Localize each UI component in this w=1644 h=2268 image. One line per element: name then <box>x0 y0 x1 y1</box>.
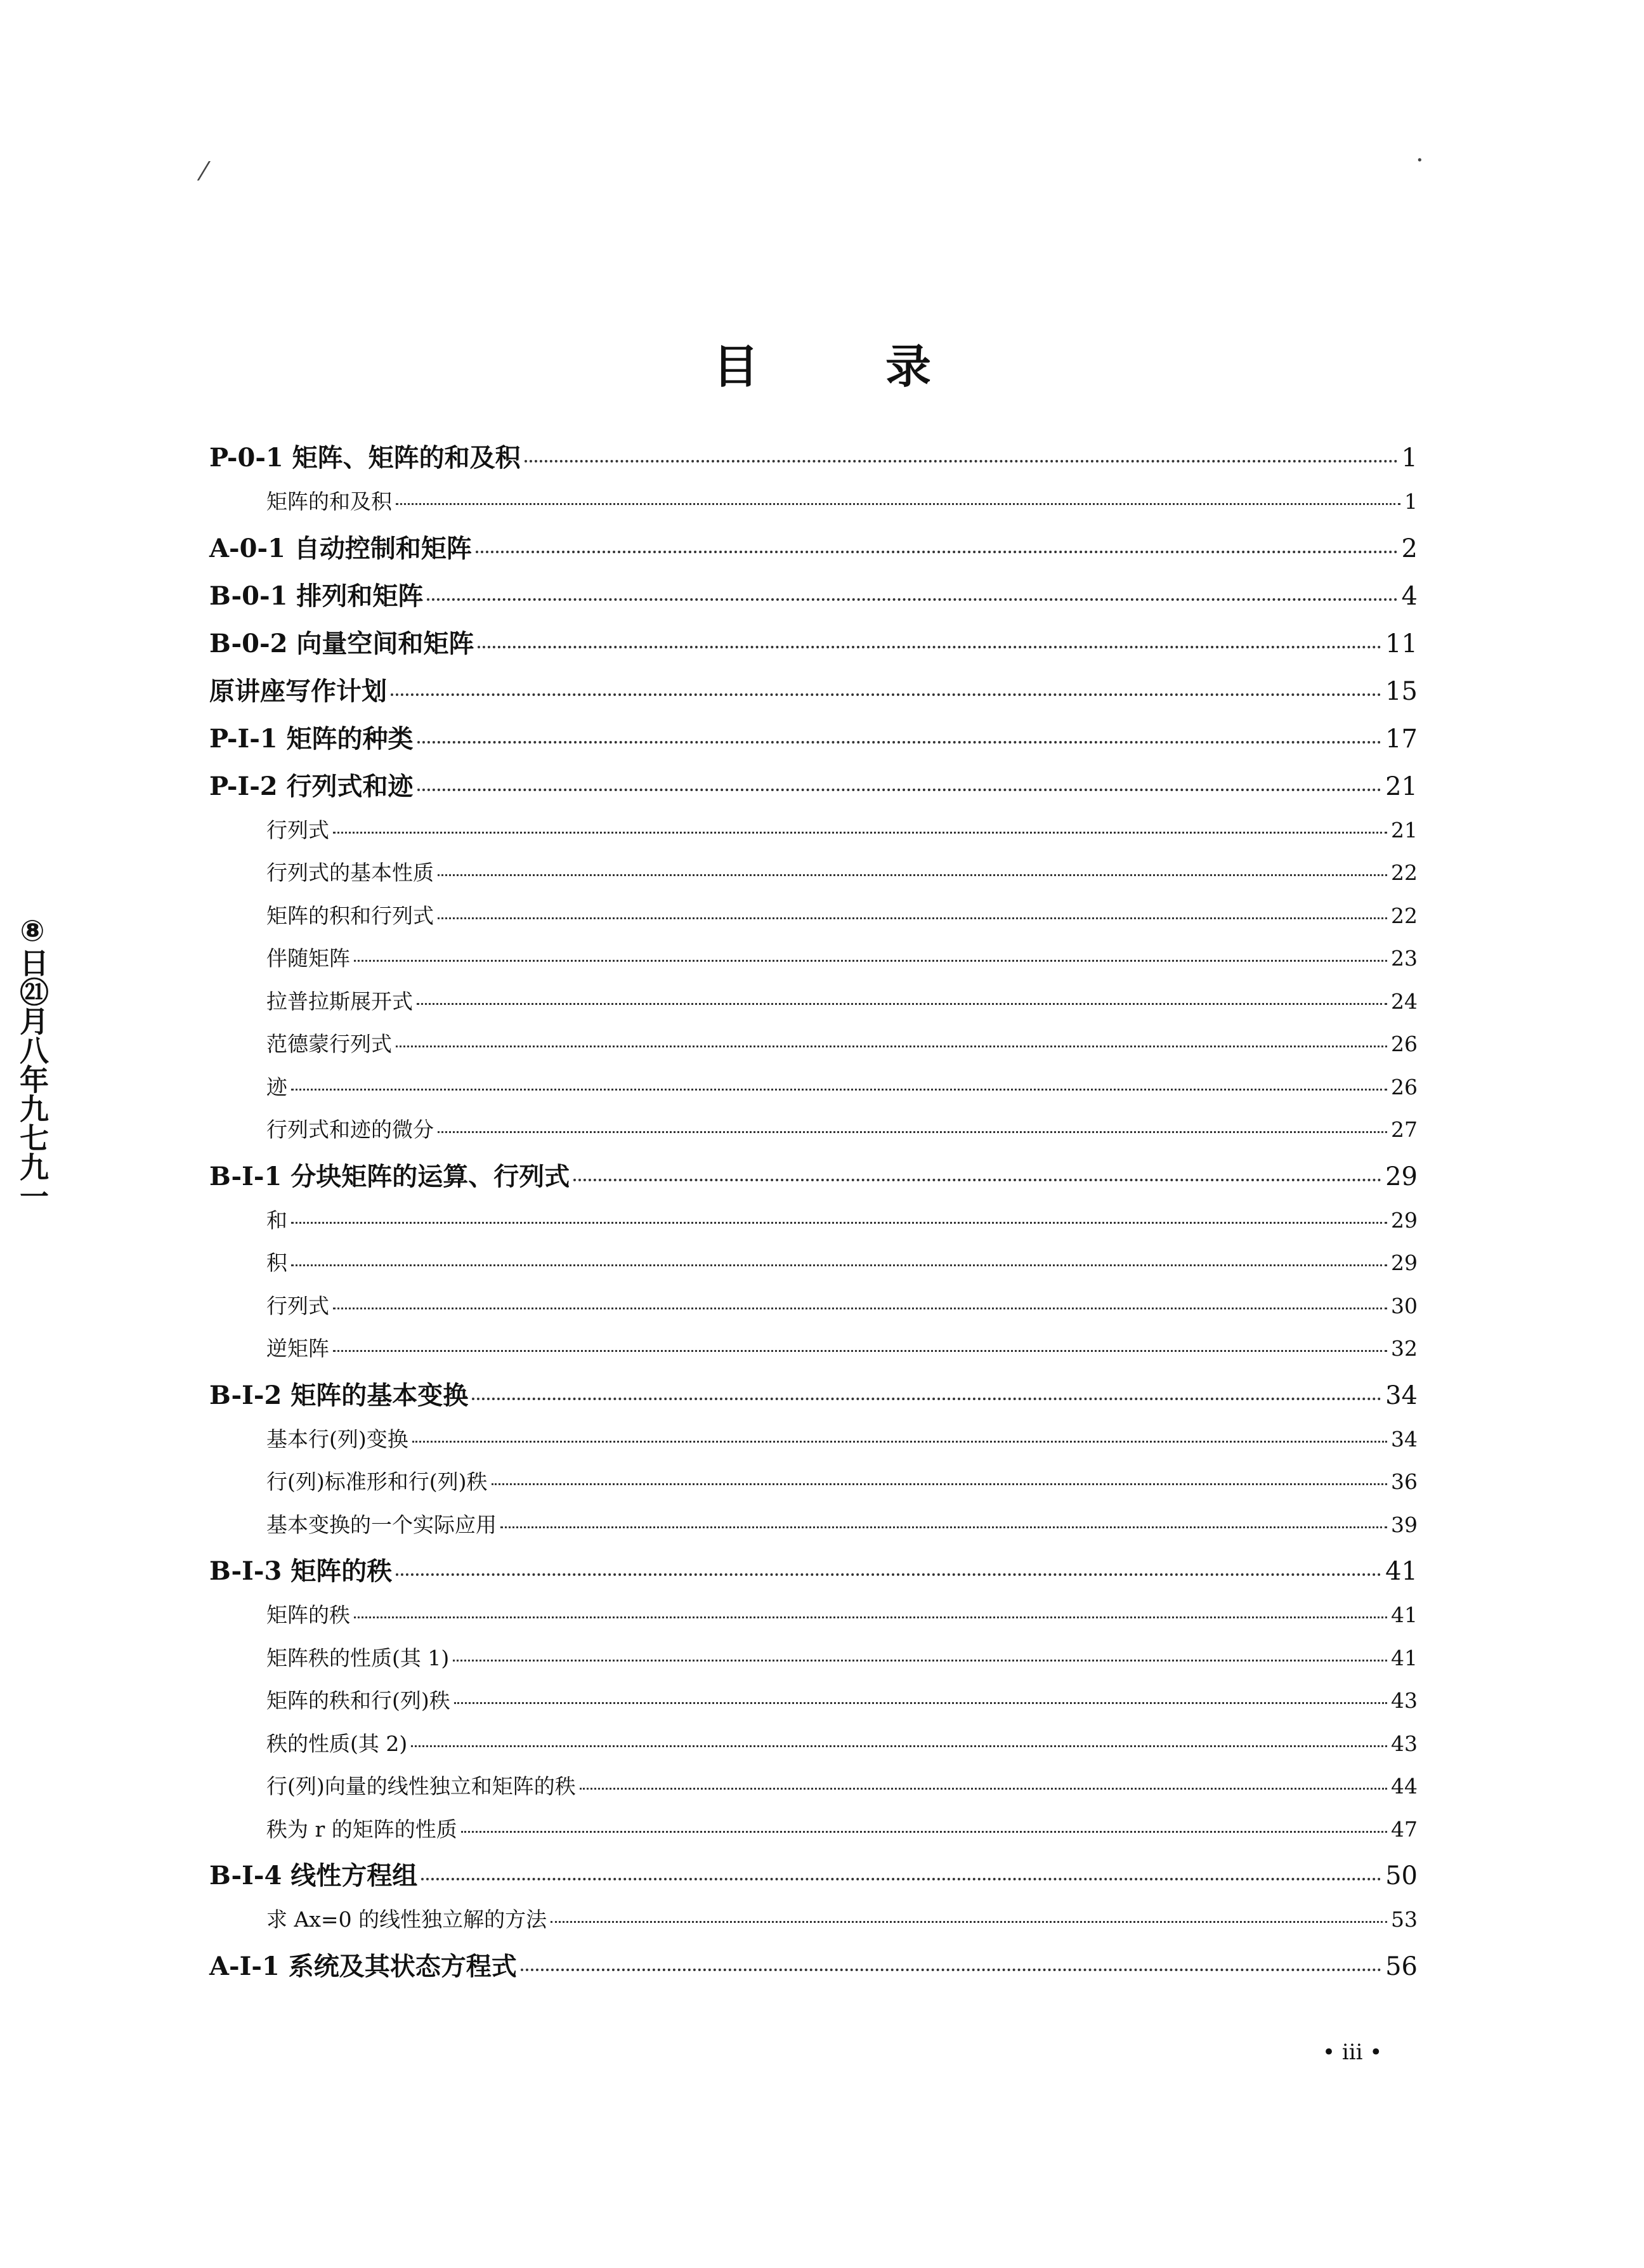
page-title <box>0 330 1644 396</box>
toc-entry-page: 53 <box>1391 1907 1418 1932</box>
dot-leader <box>396 1573 1381 1576</box>
toc-entry-page: 41 <box>1391 1603 1418 1627</box>
toc-entry-label: B-0-1 排列和矩阵 <box>209 580 424 611</box>
toc-entry-page: 21 <box>1391 817 1418 842</box>
date-stamp: ⑧日㉑月八年九七九一 <box>15 914 49 1210</box>
toc-entry-page: 26 <box>1391 1032 1418 1056</box>
toc-entry-label: 积 <box>266 1250 287 1275</box>
dot-leader <box>396 503 1400 505</box>
toc-entry-label: B-I-2 矩阵的基本变换 <box>209 1380 469 1410</box>
toc-entry[interactable] <box>209 1599 1418 1642</box>
toc-entry[interactable] <box>209 942 1418 985</box>
table-of-contents <box>209 438 1418 1994</box>
toc-entry[interactable] <box>209 576 1418 624</box>
toc-entry-label: 行(列)向量的线性独立和矩阵的秩 <box>266 1774 576 1799</box>
toc-entry-page: 30 <box>1391 1293 1418 1318</box>
toc-entry[interactable] <box>209 1813 1418 1856</box>
dot-leader <box>580 1788 1387 1790</box>
toc-entry[interactable] <box>209 1727 1418 1771</box>
dot-leader <box>476 551 1398 553</box>
toc-entry-label: 秩的性质(其 2) <box>266 1731 408 1756</box>
page-number: • iii • <box>1322 2040 1383 2065</box>
toc-entry[interactable] <box>209 1028 1418 1071</box>
toc-entry[interactable] <box>209 1290 1418 1333</box>
toc-entry-label: 矩阵的秩和行(列)秩 <box>266 1688 450 1713</box>
toc-entry[interactable] <box>209 814 1418 857</box>
dot-leader <box>291 1222 1387 1224</box>
dot-leader <box>396 1046 1387 1047</box>
dot-leader <box>461 1831 1387 1833</box>
toc-entry-page: 29 <box>1385 1162 1418 1191</box>
dot-leader <box>333 1308 1387 1309</box>
toc-entry-label: 和 <box>266 1207 287 1233</box>
toc-entry-page: 47 <box>1391 1816 1418 1842</box>
dot-leader <box>412 1441 1387 1443</box>
toc-entry-label: 矩阵秩的性质(其 1) <box>266 1645 450 1670</box>
toc-entry-page: 43 <box>1391 1731 1418 1756</box>
toc-entry-page: 1 <box>1404 489 1418 514</box>
toc-entry-page: 15 <box>1385 676 1418 706</box>
dot-leader <box>573 1179 1381 1181</box>
dot-leader <box>333 832 1387 834</box>
toc-entry-label: A-I-1 系统及其状态方程式 <box>209 1951 517 1981</box>
toc-entry[interactable] <box>209 1204 1418 1247</box>
toc-entry-page: 41 <box>1391 1645 1418 1670</box>
title-part: 录 <box>885 340 932 393</box>
toc-entry-page: 27 <box>1391 1117 1418 1142</box>
dot-leader <box>291 1089 1387 1091</box>
toc-entry-page: 29 <box>1391 1250 1418 1275</box>
toc-entry-label: 基本行(列)变换 <box>266 1426 408 1452</box>
toc-entry-label: B-I-4 线性方程组 <box>209 1861 418 1891</box>
toc-entry-page: 56 <box>1385 1951 1418 1981</box>
dot-leader <box>417 1003 1387 1005</box>
toc-entry-label: 范德蒙行列式 <box>266 1032 392 1056</box>
toc-entry-page: 26 <box>1391 1074 1418 1099</box>
toc-entry-page: 24 <box>1391 988 1418 1014</box>
toc-entry[interactable] <box>209 1071 1418 1114</box>
dot-leader <box>411 1745 1387 1747</box>
toc-entry-page: 17 <box>1385 724 1418 754</box>
toc-entry[interactable] <box>209 438 1418 485</box>
toc-entry-page: 21 <box>1385 771 1418 801</box>
dot-leader <box>354 960 1387 962</box>
toc-entry-page: 11 <box>1385 629 1418 659</box>
toc-entry-label: 矩阵的积和行列式 <box>266 903 434 928</box>
toc-entry-label: 伴随矩阵 <box>266 946 350 971</box>
toc-entry[interactable] <box>209 1509 1418 1552</box>
dot-leader <box>354 1616 1387 1618</box>
toc-entry[interactable] <box>209 1684 1418 1727</box>
toc-entry[interactable] <box>209 1770 1418 1813</box>
toc-entry-label: 逆矩阵 <box>266 1336 329 1361</box>
toc-entry-label: 原讲座写作计划 <box>209 676 387 706</box>
toc-entry-label: 拉普拉斯展开式 <box>266 988 413 1014</box>
toc-entry-label: P-I-1 矩阵的种类 <box>209 723 414 754</box>
toc-entry-label: 基本变换的一个实际应用 <box>266 1512 497 1537</box>
dot-leader <box>333 1350 1387 1352</box>
toc-entry-page: 44 <box>1391 1774 1418 1799</box>
toc-entry[interactable] <box>209 1946 1418 1994</box>
toc-entry-page: 4 <box>1401 581 1418 611</box>
toc-entry-label: B-I-3 矩阵的秩 <box>209 1556 393 1586</box>
toc-entry-page: 36 <box>1391 1469 1418 1494</box>
toc-entry[interactable] <box>209 900 1418 943</box>
toc-entry-page: 50 <box>1385 1861 1418 1891</box>
toc-entry-page: 1 <box>1401 443 1418 473</box>
scan-mark: ⁄ <box>202 157 206 187</box>
dot-leader <box>438 874 1387 876</box>
toc-entry-label: B-0-2 向量空间和矩阵 <box>209 628 474 659</box>
toc-entry-page: 34 <box>1385 1380 1418 1410</box>
scan-mark: · <box>1416 146 1424 175</box>
toc-entry[interactable] <box>209 1157 1418 1204</box>
toc-entry-page: 43 <box>1391 1688 1418 1713</box>
toc-entry[interactable] <box>209 856 1418 900</box>
toc-entry-page: 41 <box>1385 1557 1418 1586</box>
toc-entry[interactable] <box>209 1375 1418 1423</box>
dot-leader <box>525 460 1398 462</box>
toc-entry[interactable] <box>209 1113 1418 1157</box>
dot-leader <box>551 1921 1387 1923</box>
dot-leader <box>521 1969 1381 1971</box>
toc-entry[interactable] <box>209 1465 1418 1509</box>
toc-entry-page: 32 <box>1391 1336 1418 1361</box>
toc-entry-label: 求 Ax=0 的线性独立解的方法 <box>266 1907 547 1932</box>
toc-entry-label: 行(列)标准形和行(列)秩 <box>266 1469 488 1494</box>
dot-leader <box>478 646 1381 648</box>
toc-entry-page: 34 <box>1391 1426 1418 1452</box>
toc-entry[interactable] <box>209 1332 1418 1375</box>
dot-leader <box>438 1131 1387 1133</box>
toc-entry-page: 39 <box>1391 1512 1418 1537</box>
toc-entry-label: P-0-1 矩阵、矩阵的和及积 <box>209 443 521 473</box>
toc-entry-label: A-0-1 自动控制和矩阵 <box>209 533 472 563</box>
dot-leader <box>417 741 1382 744</box>
dot-leader <box>391 693 1381 696</box>
toc-entry[interactable] <box>209 1642 1418 1685</box>
toc-entry[interactable] <box>209 528 1418 576</box>
toc-entry-label: 矩阵的秩 <box>266 1603 350 1627</box>
title-part: 目 <box>712 340 759 393</box>
toc-entry[interactable] <box>209 624 1418 671</box>
toc-entry[interactable] <box>209 766 1418 814</box>
toc-entry[interactable] <box>209 1247 1418 1290</box>
dot-leader <box>427 598 1397 601</box>
toc-entry-page: 29 <box>1391 1207 1418 1233</box>
toc-entry-label: 迹 <box>266 1074 287 1099</box>
toc-entry[interactable] <box>209 1551 1418 1599</box>
toc-entry[interactable] <box>209 1856 1418 1903</box>
dot-leader <box>472 1398 1381 1400</box>
dot-leader <box>438 917 1387 919</box>
toc-entry-page: 22 <box>1391 860 1418 885</box>
toc-entry-label: 行列式和迹的微分 <box>266 1117 434 1142</box>
dot-leader <box>500 1526 1387 1528</box>
toc-entry[interactable] <box>209 1423 1418 1466</box>
toc-entry-label: B-I-1 分块矩阵的运算、行列式 <box>209 1161 570 1191</box>
dot-leader <box>291 1264 1387 1266</box>
toc-entry[interactable] <box>209 1903 1418 1946</box>
dot-leader <box>421 1878 1381 1880</box>
toc-entry[interactable] <box>209 671 1418 719</box>
toc-entry-label: 行列式 <box>266 1293 329 1318</box>
toc-entry-label: 秩为 r 的矩阵的性质 <box>266 1816 457 1842</box>
dot-leader <box>453 1660 1387 1662</box>
dot-leader <box>417 789 1382 791</box>
dot-leader <box>454 1702 1387 1704</box>
toc-entry-label: 行列式 <box>266 817 329 842</box>
toc-entry[interactable] <box>209 719 1418 766</box>
toc-entry-page: 22 <box>1391 903 1418 928</box>
toc-entry-label: 行列式的基本性质 <box>266 860 434 885</box>
toc-entry-label: P-I-2 行列式和迹 <box>209 771 414 801</box>
dot-leader <box>492 1483 1388 1485</box>
toc-entry-page: 23 <box>1391 946 1418 971</box>
toc-entry-page: 2 <box>1401 534 1418 563</box>
toc-entry-label: 矩阵的和及积 <box>266 489 392 514</box>
toc-entry[interactable] <box>209 985 1418 1028</box>
toc-entry[interactable] <box>209 485 1418 528</box>
